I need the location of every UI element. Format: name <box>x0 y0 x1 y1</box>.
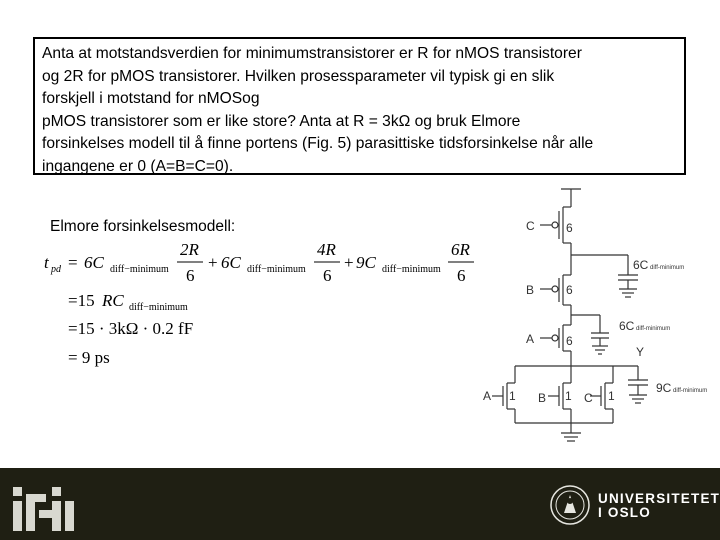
term-6c: 6C <box>84 253 104 272</box>
question-line: forsinkelses modell til å finne portens (Fig. 5) parasittiske tidsforsinkelse når alle <box>42 135 594 152</box>
nmos-b-width: 1 <box>565 389 572 403</box>
tpd-symbol: t <box>44 253 49 272</box>
university-line1: UNIVERSITETET <box>598 491 720 506</box>
formula-svg <box>40 236 480 376</box>
question-line: Anta at motstandsverdien for minimumstransistorer er R for nMOS transistorer <box>42 45 582 62</box>
question-line: pMOS transistorer som er like store? Anta at R = 3kΩ og bruk Elmore <box>42 112 521 130</box>
elmore-label: Elmore forsinkelsesmodell: <box>50 218 236 235</box>
output-y-label: Y <box>636 345 645 359</box>
line3: =15 · 3kΩ · 0.2 fF <box>68 319 194 338</box>
pmos-a-width: 6 <box>566 334 573 348</box>
nmos-c-gate-label: C <box>584 391 593 405</box>
frac3-den: 6 <box>457 266 466 285</box>
nmos-a-width: 1 <box>509 389 516 403</box>
term-9c: 9C <box>356 253 376 272</box>
university-name <box>598 492 720 520</box>
cap3-label: 9C <box>656 381 672 395</box>
term-6c: 6C <box>221 253 241 272</box>
frac1-den: 6 <box>186 266 195 285</box>
cap2-subscript: diff-minimum <box>636 326 671 332</box>
line2-rc: RC <box>102 291 124 310</box>
term-diffmin: diff−minimum <box>110 264 169 275</box>
equals-sign: = <box>68 253 78 272</box>
question-line: ingangene er 0 (A=B=C=0). <box>42 157 234 175</box>
line4: = 9 ps <box>68 348 110 367</box>
frac3-num: 6R <box>451 240 470 259</box>
line2-diffmin: diff−minimum <box>129 302 188 313</box>
plus-sign: + <box>208 253 218 272</box>
footer-bar <box>0 468 720 540</box>
tpd-subscript: pd <box>51 264 61 275</box>
line2-prefix: =15 <box>68 291 95 310</box>
nmos-a-gate-label: A <box>483 389 492 403</box>
circuit-svg <box>478 183 708 448</box>
cap1-label: 6C <box>633 258 649 272</box>
pmos-c-gate-label: C <box>526 219 535 233</box>
cap1-subscript: diff-minimum <box>650 265 685 271</box>
pmos-c-width: 6 <box>566 221 573 235</box>
question-box <box>33 37 686 175</box>
question-line: og 2R for pMOS transistorer. Hvilken prosessparameter vil typisk gi en slik <box>42 67 555 85</box>
nmos-c-width: 1 <box>608 389 615 403</box>
nmos-b-gate-label: B <box>538 391 547 405</box>
frac2-den: 6 <box>323 266 332 285</box>
question-line: forskjell i motstand for nMOSog <box>42 90 260 107</box>
university-line2: I OSLO <box>598 505 651 520</box>
pmos-a-gate-label: A <box>526 332 535 346</box>
ifi-logo <box>12 486 82 532</box>
frac1-num: 2R <box>180 240 199 259</box>
term-diffmin: diff−minimum <box>382 264 441 275</box>
uio-seal-icon <box>550 485 590 525</box>
elmore-formula <box>40 236 480 376</box>
term-diffmin: diff−minimum <box>247 264 306 275</box>
frac2-num: 4R <box>317 240 336 259</box>
plus-sign: + <box>344 253 354 272</box>
circuit-diagram <box>478 183 708 448</box>
pmos-b-gate-label: B <box>526 283 535 297</box>
cap3-subscript: diff-minimum <box>673 388 708 394</box>
cap2-label: 6C <box>619 319 635 333</box>
pmos-b-width: 6 <box>566 283 573 297</box>
